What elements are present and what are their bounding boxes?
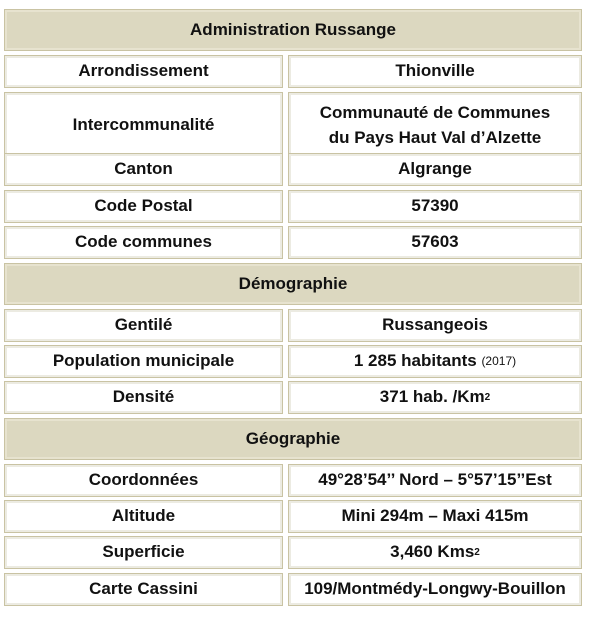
- row-value: 57390: [288, 190, 582, 223]
- row-label: Coordonnées: [4, 464, 283, 497]
- section-header-geographie: [4, 418, 582, 460]
- infobox-table: [2, 7, 584, 611]
- table-row-code-postal: [2, 190, 584, 223]
- table-row-canton: [2, 153, 584, 186]
- population-value: 1 285 habitants: [353, 351, 477, 371]
- section-title: Administration Russange: [190, 20, 396, 39]
- row-label: Code communes: [4, 226, 283, 259]
- row-value: Thionville: [288, 55, 582, 88]
- row-value: 371 hab. /Km 2: [288, 381, 582, 414]
- population-year: (2017): [481, 353, 517, 368]
- row-label: Arrondissement: [4, 55, 283, 88]
- table-row-coordonnees: [2, 464, 584, 497]
- row-label: Code Postal: [4, 190, 283, 223]
- section-header-administration: [4, 9, 582, 51]
- row-label: Superficie: [4, 536, 283, 569]
- section-title: Démographie: [238, 274, 348, 293]
- table-row-altitude: [2, 500, 584, 533]
- superficie-value: 3,460 Kms: [390, 542, 475, 562]
- section-header-demographie: [4, 263, 582, 305]
- row-value: 3,460 Kms 2: [288, 536, 582, 569]
- row-value: Russangeois: [288, 309, 582, 342]
- table-row-code-communes: [2, 226, 584, 259]
- table-row-carte-cassini: [2, 573, 584, 606]
- densite-value: 371 hab. /Km: [379, 387, 485, 407]
- row-label: Intercommunalité: [4, 92, 283, 159]
- row-value: [288, 92, 582, 159]
- row-value: Algrange: [288, 153, 582, 186]
- row-label: Gentilé: [4, 309, 283, 342]
- row-label: Densité: [4, 381, 283, 414]
- row-value: 109/Montmédy-Longwy-Bouillon: [288, 573, 582, 606]
- row-label: Canton: [4, 153, 283, 186]
- table-row-intercommunalite: [2, 92, 584, 159]
- row-label: Altitude: [4, 500, 283, 533]
- table-row-gentile: [2, 309, 584, 342]
- table-row-arrondissement: [2, 55, 584, 88]
- section-title: Géographie: [245, 429, 341, 448]
- row-value-line: Communauté de Communes: [319, 102, 551, 122]
- row-value: 49°28’54’’ Nord – 5°57’15’’Est: [288, 464, 582, 497]
- row-label: Population municipale: [4, 345, 283, 378]
- row-label: Carte Cassini: [4, 573, 283, 606]
- row-value: 57603: [288, 226, 582, 259]
- table-row-superficie: [2, 536, 584, 569]
- table-row-population: [2, 345, 584, 378]
- table-row-densite: [2, 381, 584, 414]
- row-value-line: du Pays Haut Val d’Alzette: [328, 127, 542, 147]
- row-value: [288, 345, 582, 378]
- row-value: Mini 294m – Maxi 415m: [288, 500, 582, 533]
